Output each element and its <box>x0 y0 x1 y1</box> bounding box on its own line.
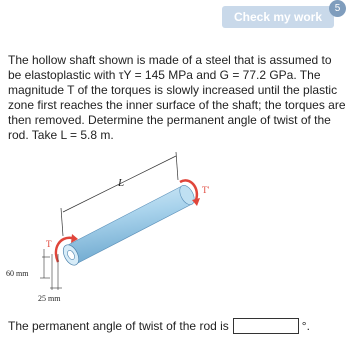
left-torque-label: T <box>46 239 52 249</box>
answer-input[interactable] <box>233 318 299 334</box>
answer-prompt: The permanent angle of twist of the rod is <box>8 319 229 333</box>
shaft-body <box>66 186 192 264</box>
length-label: L <box>118 177 125 189</box>
hollow-shaft-figure <box>0 150 350 310</box>
outer-diameter-dimension <box>40 249 50 278</box>
attempts-badge: 5 <box>329 0 346 17</box>
check-my-work-button[interactable]: Check my work <box>222 6 334 28</box>
outer-diameter-label: 60 mm <box>6 269 29 278</box>
inner-diameter-label: 25 mm <box>38 294 61 303</box>
right-torque-label: T' <box>202 185 210 195</box>
problem-statement: The hollow shaft shown is made of a steel that is assumed to be elastoplastic with τY = 145 MPa and G = 77.2 GPa. The magnitude T of the torques is slowly increased until the plastic zone first reaches the inner surface of the shaft; the torques are then removed. Determine the permanent angle of twist of the rod. Take L = 5.8 m. <box>8 53 346 142</box>
answer-row <box>8 318 310 334</box>
answer-unit: °. <box>301 319 310 333</box>
